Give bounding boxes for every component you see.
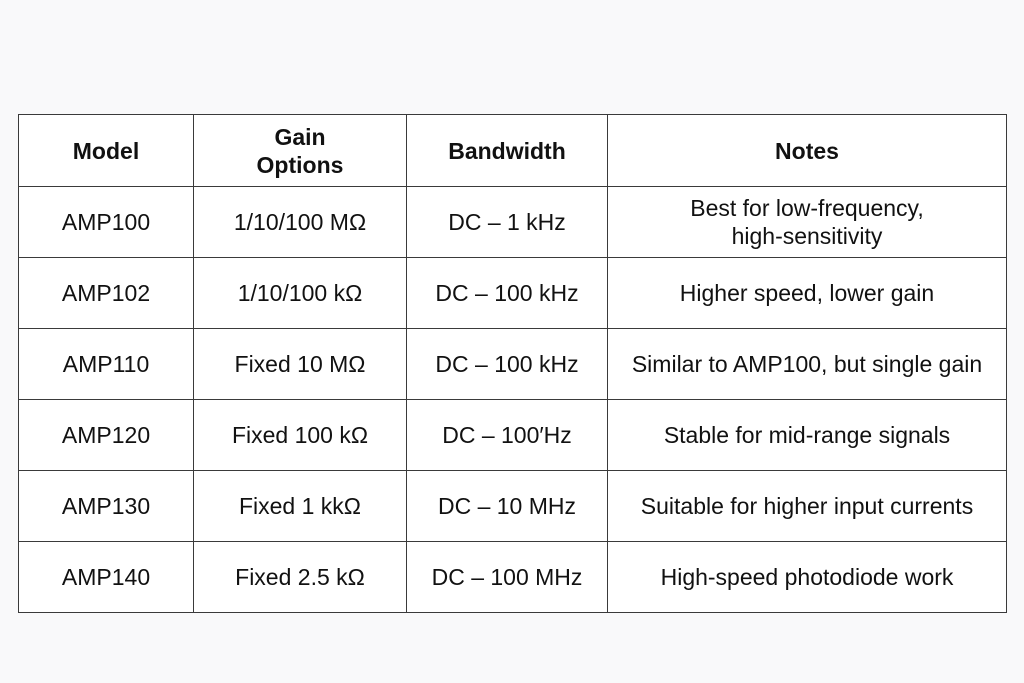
amplifier-spec-table [18, 114, 1007, 613]
header-row [19, 115, 1007, 187]
cell-notes: Stable for mid-range signals [608, 400, 1007, 471]
cell-bandwidth: DC – 100 MHz [407, 542, 608, 613]
cell-model: AMP102 [19, 258, 194, 329]
cell-notes: Similar to AMP100, but single gain [608, 329, 1007, 400]
cell-model: AMP110 [19, 329, 194, 400]
cell-bandwidth: DC – 100 kHz [407, 329, 608, 400]
cell-model: AMP100 [19, 187, 194, 258]
cell-bandwidth: DC – 10 MHz [407, 471, 608, 542]
cell-notes-line1: Best for low-frequency, [690, 195, 924, 221]
cell-notes: Suitable for higher input currents [608, 471, 1007, 542]
header-gain-options [194, 115, 407, 187]
cell-notes-line2: high-sensitivity [731, 223, 883, 249]
header-model: Model [19, 115, 194, 187]
cell-bandwidth: DC – 100 kHz [407, 258, 608, 329]
cell-notes [608, 187, 1007, 258]
cell-notes: Higher speed, lower gain [608, 258, 1007, 329]
cell-gain: Fixed 100 kΩ [194, 400, 407, 471]
cell-model: AMP120 [19, 400, 194, 471]
cell-gain: 1/10/100 MΩ [194, 187, 407, 258]
cell-gain: Fixed 2.5 kΩ [194, 542, 407, 613]
cell-model: AMP140 [19, 542, 194, 613]
table-row [19, 187, 1007, 258]
header-bandwidth: Bandwidth [407, 115, 608, 187]
cell-model: AMP130 [19, 471, 194, 542]
header-notes: Notes [608, 115, 1007, 187]
cell-notes: High-speed photodiode work [608, 542, 1007, 613]
table-row [19, 542, 1007, 613]
header-gain-line1: Gain [274, 123, 326, 150]
table-row [19, 400, 1007, 471]
cell-gain: Fixed 10 MΩ [194, 329, 407, 400]
header-gain-line2: Options [256, 151, 344, 178]
cell-bandwidth: DC – 1 kHz [407, 187, 608, 258]
cell-gain: 1/10/100 kΩ [194, 258, 407, 329]
table-row [19, 258, 1007, 329]
cell-bandwidth: DC – 100′Hz [407, 400, 608, 471]
cell-gain: Fixed 1 kkΩ [194, 471, 407, 542]
table-row [19, 471, 1007, 542]
table-row [19, 329, 1007, 400]
